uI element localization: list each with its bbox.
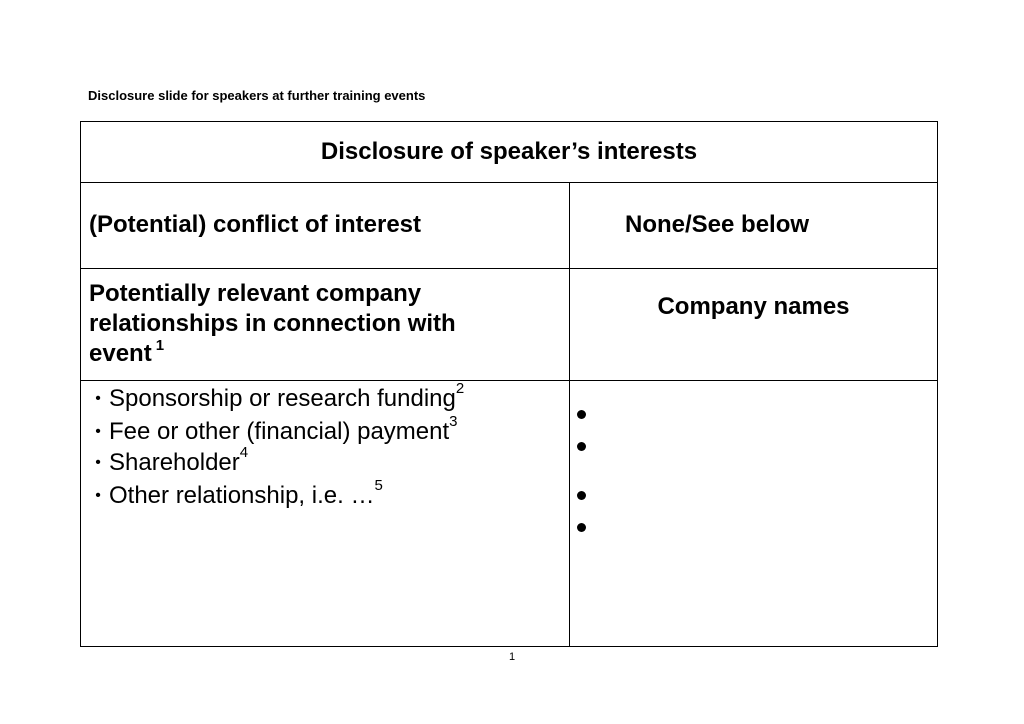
list-item-sponsorship <box>87 380 465 413</box>
bullet-icon: • <box>95 487 101 504</box>
doc-heading: Disclosure slide for speakers at further training events <box>88 88 426 103</box>
relationships-label-line: Potentially relevant company <box>89 280 422 307</box>
page-number: 1 <box>508 651 516 663</box>
relationships-label-cell <box>80 269 570 381</box>
footnote-marker: 1 <box>155 337 165 354</box>
list-item-shareholder <box>87 444 249 477</box>
table-title: Disclosure of speaker’s interests <box>320 138 698 165</box>
bullet-icon: • <box>95 390 101 407</box>
list-item-label: Shareholder <box>109 449 240 476</box>
company-bullet-icon <box>577 523 586 532</box>
relationships-label-line: event $^1$ <box>89 337 165 367</box>
relationship-types-cell <box>80 381 570 647</box>
conflict-value: None/See below <box>625 211 810 238</box>
disclosure-table <box>80 121 938 647</box>
bullet-icon: • <box>95 423 101 440</box>
conflict-value-cell <box>570 183 938 269</box>
list-item-fee <box>87 413 458 446</box>
list-item-label: Sponsorship or research funding <box>109 385 456 412</box>
bullet-icon: • <box>95 454 101 471</box>
list-item-other <box>87 477 383 510</box>
relationships-value-cell <box>570 269 938 381</box>
relationships-label-line: relationships in connection with <box>89 310 456 337</box>
footnote-marker: 4 <box>239 444 249 461</box>
footnote-marker: 2 <box>455 380 465 397</box>
list-item-label: Other relationship, i.e. … <box>109 482 375 509</box>
company-names-header: Company names <box>657 293 850 320</box>
company-bullet-icon <box>577 442 586 451</box>
conflict-label-cell <box>80 183 570 269</box>
conflict-label: (Potential) conflict of interest <box>89 211 422 238</box>
table-title-cell <box>80 121 938 183</box>
list-item-label: Fee or other (financial) payment <box>109 418 450 445</box>
company-bullet-icon <box>577 410 586 419</box>
footnote-marker: 3 <box>449 413 458 430</box>
company-bullet-icon <box>577 491 586 500</box>
footnote-marker: 5 <box>374 477 383 494</box>
company-bullets-cell <box>570 381 938 647</box>
